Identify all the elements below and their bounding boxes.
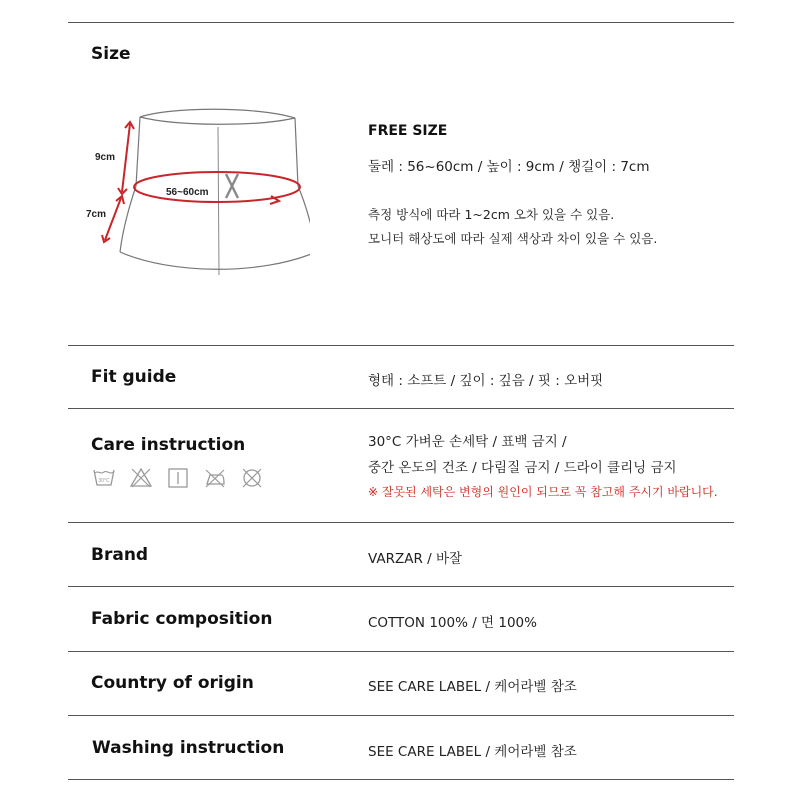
- divider-fit-care: [68, 408, 734, 409]
- free-size-title: FREE SIZE: [368, 123, 448, 139]
- origin-heading: Country of origin: [91, 673, 254, 693]
- height-label: 9cm: [95, 152, 116, 163]
- divider-fabric-origin: [68, 651, 734, 652]
- divider-origin-washing: [68, 715, 734, 716]
- care-line-2: 중간 온도의 건조 / 다림질 금지 / 드라이 클리닝 금지: [368, 460, 677, 476]
- brand-value: VARZAR / 바잘: [368, 551, 463, 567]
- no-bleach-icon: [129, 466, 153, 490]
- tumble-dry-icon: [166, 466, 190, 490]
- care-icons: [92, 466, 264, 490]
- origin-value: SEE CARE LABEL / 케어라벨 참조: [368, 679, 577, 695]
- washing-value: SEE CARE LABEL / 케어라벨 참조: [368, 744, 577, 760]
- size-note-1: 측정 방식에 따라 1~2cm 오차 있을 수 있음.: [368, 207, 615, 222]
- care-warning: ※ 잘못된 세탁은 변형의 원인이 되므로 꼭 참고해 주시기 바랍니다.: [368, 485, 718, 499]
- fabric-value: COTTON 100% / 면 100%: [368, 615, 537, 631]
- hand-wash-30-icon: [92, 466, 116, 490]
- svg-text:30°C: 30°C: [98, 478, 110, 484]
- fit-guide-heading: Fit guide: [91, 367, 177, 387]
- care-heading: Care instruction: [91, 435, 246, 455]
- brim-label: 7cm: [86, 209, 107, 220]
- divider-care-brand: [68, 522, 734, 523]
- washing-heading: Washing instruction: [92, 738, 285, 758]
- fabric-heading: Fabric composition: [91, 609, 273, 629]
- divider-size-fit: [68, 345, 734, 346]
- no-iron-icon: [203, 466, 227, 490]
- care-line-1: 30°C 가벼운 손세탁 / 표백 금지 /: [368, 434, 567, 450]
- divider-top: [68, 22, 734, 23]
- brand-heading: Brand: [91, 545, 149, 565]
- fit-guide-value: 형태 : 소프트 / 깊이 : 깊음 / 핏 : 오버핏: [368, 373, 604, 389]
- bucket-hat-diagram: [80, 100, 310, 280]
- divider-brand-fabric: [68, 586, 734, 587]
- no-dry-clean-icon: [240, 466, 264, 490]
- divider-bottom: [68, 779, 734, 780]
- size-note-2: 모니터 해상도에 따라 실제 색상과 차이 있을 수 있음.: [368, 231, 658, 246]
- size-heading: Size: [91, 44, 131, 64]
- circumference-label: 56~60cm: [166, 187, 209, 198]
- size-dimensions: 둘레 : 56~60cm / 높이 : 9cm / 챙길이 : 7cm: [368, 159, 650, 175]
